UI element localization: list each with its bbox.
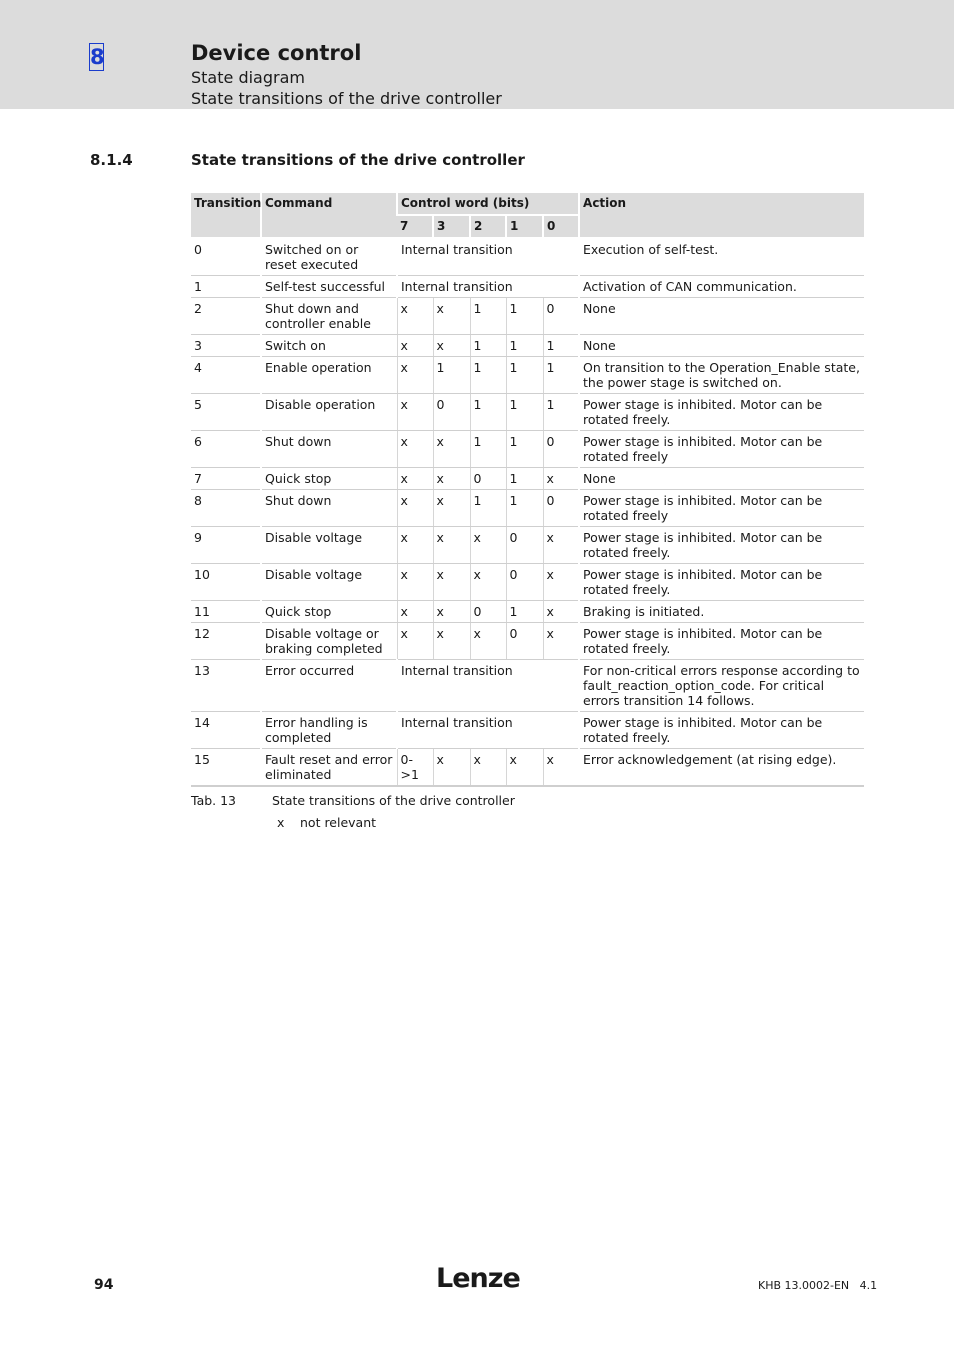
cell-bit: x [433,601,470,623]
cell-bit: 0 [470,468,506,490]
cell-transition: 3 [191,335,261,357]
table-row [191,431,864,468]
cell-bit: x [543,468,579,490]
page-number: 94 [94,1277,114,1293]
cell-bit: x [470,564,506,601]
table-row [191,623,864,660]
cell-bit: x [470,749,506,787]
cell-bit: 0 [506,527,543,564]
cell-bit: x [397,490,433,527]
table-row [191,394,864,431]
header-bit-2: 2 [470,215,506,238]
cell-bit: x [543,623,579,660]
cell-action: Execution of self-test. [579,238,864,276]
cell-action: Power stage is inhibited. Motor can be rotated freely. [579,623,864,660]
cell-bit: 1 [543,357,579,394]
cell-transition: 15 [191,749,261,787]
cell-action: Braking is initiated. [579,601,864,623]
cell-bit: 1 [543,335,579,357]
table-row [191,660,864,712]
cell-bit: x [397,357,433,394]
cell-transition: 8 [191,490,261,527]
cell-bit: 1 [506,468,543,490]
cell-bit: 1 [433,357,470,394]
cell-command: Fault reset and error eliminated [261,749,397,787]
cell-action: Power stage is inhibited. Motor can be rotated freely. [579,712,864,749]
header-bit-3: 3 [433,215,470,238]
cell-bit: x [543,527,579,564]
cell-bit: x [397,468,433,490]
footnote-text: not relevant [300,815,377,830]
cell-bit: x [433,468,470,490]
cell-bit: x [397,527,433,564]
cell-transition: 7 [191,468,261,490]
cell-bit: 1 [470,298,506,335]
cell-command: Shut down [261,490,397,527]
cell-bit: x [470,527,506,564]
cell-transition: 6 [191,431,261,468]
cell-command: Error handling is completed [261,712,397,749]
cell-action: None [579,468,864,490]
cell-bit: 0 [506,564,543,601]
cell-command: Disable voltage or braking completed [261,623,397,660]
header-action: Action [579,193,864,238]
cell-command: Error occurred [261,660,397,712]
table-row [191,468,864,490]
cell-command: Self-test successful [261,276,397,298]
cell-bit: x [433,298,470,335]
cell-bit: x [433,527,470,564]
cell-transition: 12 [191,623,261,660]
header-bit-0: 0 [543,215,579,238]
cell-transition: 10 [191,564,261,601]
cell-command: Shut down and controller enable [261,298,397,335]
cell-command: Shut down [261,431,397,468]
header-control-word: Control word (bits) [397,193,579,215]
cell-bit: x [543,749,579,787]
lenze-logo: Lenze [436,1263,520,1294]
table-caption-text: State transitions of the drive controller [272,793,515,808]
state-transitions-table [191,193,864,787]
cell-action: Power stage is inhibited. Motor can be rotated freely [579,431,864,468]
cell-action: None [579,298,864,335]
cell-command: Enable operation [261,357,397,394]
cell-command: Switch on [261,335,397,357]
cell-transition: 11 [191,601,261,623]
cell-action: Activation of CAN communication. [579,276,864,298]
cell-command: Quick stop [261,601,397,623]
cell-bit: x [397,564,433,601]
cell-bit: 0 [543,490,579,527]
cell-bit: 1 [506,335,543,357]
cell-bit: x [543,601,579,623]
cell-bit: 1 [506,298,543,335]
cell-bit: x [543,564,579,601]
header-command: Command [261,193,397,238]
cell-bit: 1 [470,431,506,468]
cell-bit: 0 [543,431,579,468]
cell-bit: 1 [506,490,543,527]
table-row [191,357,864,394]
cell-transition: 4 [191,357,261,394]
cell-command: Disable operation [261,394,397,431]
section-number: 8.1.4 [90,151,133,169]
cell-internal-transition: Internal transition [397,660,579,712]
cell-bit: x [433,749,470,787]
table-row [191,276,864,298]
cell-action: Power stage is inhibited. Motor can be rotated freely. [579,564,864,601]
cell-bit: x [470,623,506,660]
header-bit-1: 1 [506,215,543,238]
cell-bit: x [397,394,433,431]
header-subtitle-1: State diagram [191,68,305,87]
header-subtitle-2: State transitions of the drive controller [191,89,502,108]
cell-bit: x [433,623,470,660]
cell-bit: 1 [470,357,506,394]
section-title: State transitions of the drive controller [191,151,525,169]
cell-transition: 9 [191,527,261,564]
cell-bit: x [433,335,470,357]
table-row [191,564,864,601]
table-row [191,238,864,276]
cell-bit: 0 [506,623,543,660]
table-row [191,601,864,623]
cell-bit: 0->1 [397,749,433,787]
cell-bit: x [433,431,470,468]
document-reference: KHB 13.0002-EN 4.1 [758,1279,878,1292]
cell-bit: 0 [470,601,506,623]
cell-bit: x [397,601,433,623]
cell-bit: 1 [506,357,543,394]
cell-transition: 0 [191,238,261,276]
header-bit-7: 7 [397,215,433,238]
cell-bit: 1 [506,394,543,431]
cell-transition: 14 [191,712,261,749]
cell-bit: 1 [470,394,506,431]
header-transition: Transition [191,193,261,238]
cell-bit: x [397,335,433,357]
cell-command: Disable voltage [261,564,397,601]
cell-bit: 1 [470,335,506,357]
cell-action: On transition to the Operation_Enable state, the power stage is switched on. [579,357,864,394]
table-row [191,490,864,527]
table-row [191,527,864,564]
table-row [191,298,864,335]
cell-bit: 0 [433,394,470,431]
cell-transition: 1 [191,276,261,298]
table-row [191,749,864,787]
cell-bit: x [397,298,433,335]
cell-bit: 1 [543,394,579,431]
cell-internal-transition: Internal transition [397,276,579,298]
cell-action: Power stage is inhibited. Motor can be rotated freely. [579,394,864,431]
cell-bit: 1 [506,431,543,468]
cell-bit: x [397,623,433,660]
cell-bit: 1 [506,601,543,623]
cell-bit: x [433,490,470,527]
cell-bit: 0 [543,298,579,335]
table-caption-label: Tab. 13 [191,793,237,808]
table-row [191,712,864,749]
chapter-title: Device control [191,41,362,65]
table-row [191,335,864,357]
cell-command: Switched on or reset executed [261,238,397,276]
cell-bit: x [506,749,543,787]
cell-internal-transition: Internal transition [397,712,579,749]
cell-transition: 2 [191,298,261,335]
cell-transition: 13 [191,660,261,712]
cell-bit: 1 [470,490,506,527]
cell-internal-transition: Internal transition [397,238,579,276]
cell-command: Quick stop [261,468,397,490]
cell-action: For non-critical errors response according to fault_reaction_option_code. For critical errors transition 14 follows. [579,660,864,712]
cell-transition: 5 [191,394,261,431]
footnote-symbol: x [277,815,285,830]
cell-bit: x [397,431,433,468]
cell-action: Power stage is inhibited. Motor can be rotated freely. [579,527,864,564]
cell-action: None [579,335,864,357]
cell-action: Power stage is inhibited. Motor can be rotated freely [579,490,864,527]
cell-command: Disable voltage [261,527,397,564]
chapter-number: 8 [90,45,105,69]
cell-bit: x [433,564,470,601]
cell-action: Error acknowledgement (at rising edge). [579,749,864,787]
